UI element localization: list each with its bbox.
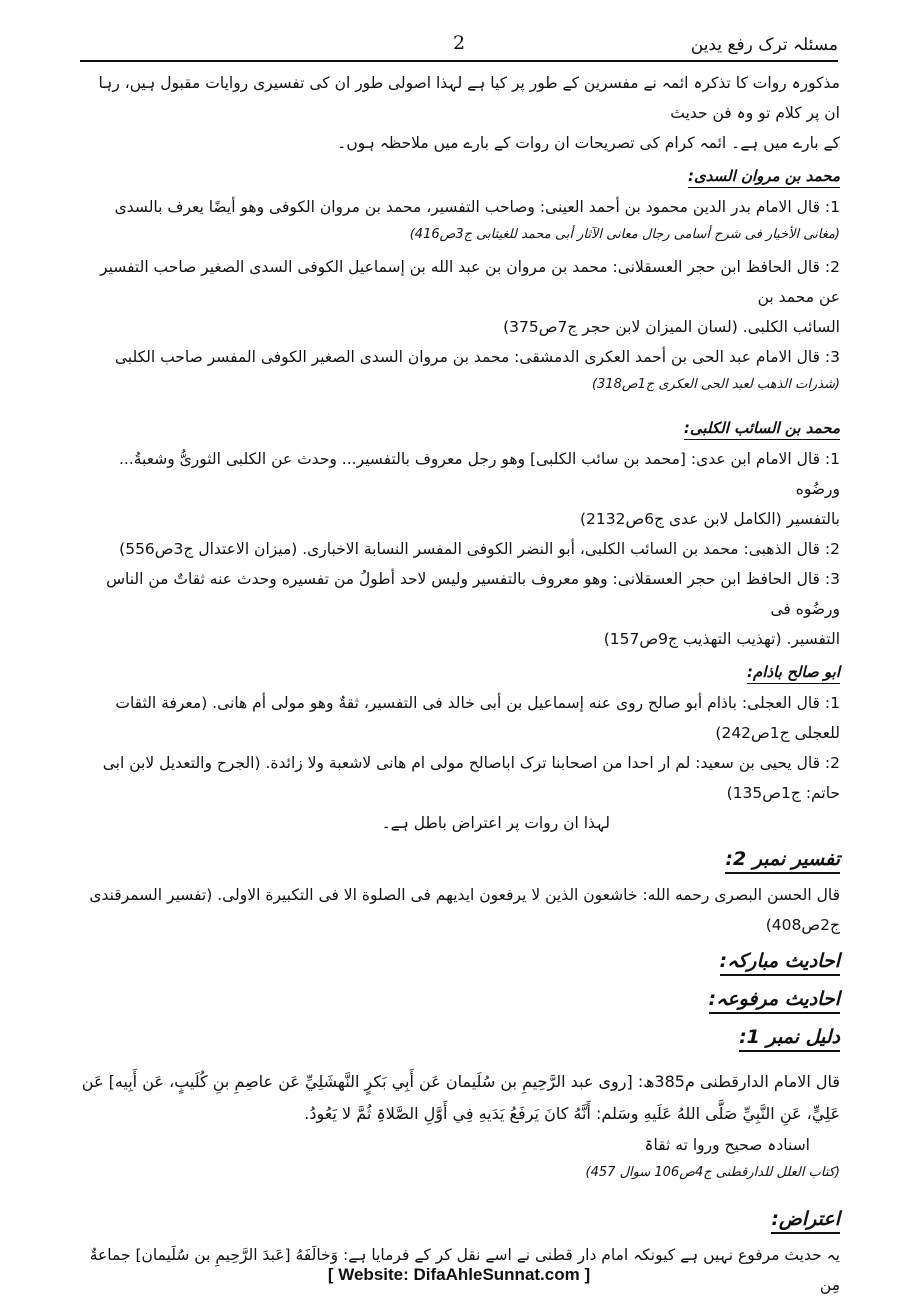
reference: (کتاب العلل للدارقطنی ج4ص106 سوال 457) <box>585 1165 840 1180</box>
quote-line: 1: قال العجلی: باذام أبو صالح روی عنه إسماعیل بن أبی خالد فی التفسیر، ثقةٌ وهو مولی أم هانی. (معرفة الثقات للعجلی ج1ص242) <box>115 694 840 742</box>
ahadith-heading: احادیث مبارکہ: <box>78 944 840 978</box>
quote-line: 2: قال یحیی بن سعید: لم ار احدا من اصحابنا ترک اباصالح مولی ام هانی لاشعبة ولا زائدة. (الجرح والتعدیل لابن ابی حاتم: ج1ص135) <box>102 754 840 802</box>
header-title: مسئلہ ترک رفع یدین <box>690 35 838 55</box>
conclusion-line: لہذا ان روات پر اعتراض باطل ہے۔ <box>381 814 610 832</box>
intro-line: مذکورہ روات کا تذکرہ ائمہ نے مفسرین کے طور پر کیا ہے لہذا اصولی طور ان کی تفسیری روایات مقبول ہیں، رہا ان پر کلام تو وہ فن حدیث <box>98 74 840 122</box>
marfua-heading: احادیث مرفوعہ: <box>78 982 840 1016</box>
hadith-line: عَلِيٍّ، عَنِ النَّبِيِّ صَلَّى اللهُ عَلَیهِ وسَلم: أَنَّهُ کانَ یَرفَعُ یَدَیهِ فِي أَوَّلِ الصَّلاۃِ ثُمَّ لا یَعُودُ. <box>304 1104 840 1123</box>
website-footer: [ Website: DifaAhleSunnat.com ] <box>327 1265 591 1284</box>
section-heading: محمد بن السائب الکلبی: <box>78 414 840 442</box>
quote-line: بالتفسیر (الکامل لابن عدی ج6ص2132) <box>579 510 840 528</box>
quote-line: التفسیر. (تهذیب التهذیب ج9ص157) <box>603 630 840 648</box>
section-heading: محمد بن مروان السدی: <box>78 162 840 190</box>
quote-line: 3: قال الامام عبد الحی بن أحمد العکری الدمشقی: محمد بن مروان السدی الصغیر الکوفی المفسر صاحب الکلبی <box>114 348 840 366</box>
reference: (شذرات الذهب لعبد الحی العکری ج1ص318) <box>591 377 840 392</box>
tafsir-line: قال الحسن البصری رحمه الله: خاشعون الذین لا یرفعون ایدیهم فی الصلوة الا فی التکبیرة الاولی. (تفسیر السمرقندی ج2ص408) <box>89 886 840 934</box>
document-body <box>78 68 840 1300</box>
tafsir-heading: تفسیر نمبر 2: <box>78 842 840 876</box>
itiraz-line: یہ حدیث مرفوع نہیں ہے کیونکہ امام دار قطنی نے اسے نقل کر کے فرمایا ہے: وَخالَفَهُ [عَبدَ الرَّحِیمِ بن سُلَیمان] جماعةٌ مِن <box>89 1246 840 1294</box>
itiraz-heading: اعتراض: <box>78 1202 840 1236</box>
intro-line: کے بارے میں ہے۔ ائمہ کرام کی تصریحات ان روات کے بارے میں ملاحظہ ہوں۔ <box>337 134 840 152</box>
page-header <box>80 30 838 62</box>
quote-line: 2: قال الحافظ ابن حجر العسقلانی: محمد بن مروان بن عبد الله بن إسماعیل الکوفی السدی الصغیر صاحب التفسیر عن محمد بن <box>100 258 840 306</box>
section-heading: ابو صالح باذام: <box>78 658 840 686</box>
quote-line: 1: قال الامام ابن عدی: [محمد بن سائب الکلبی] وهو رجل معروف بالتفسیر... وحدث عن الکلبی الثوریُّ وشعبةُ... ورضُوه <box>118 450 840 498</box>
quote-line: 1: قال الامام بدر الدین محمود بن أحمد العینی: وصاحب التفسیر، محمد بن مروان الکوفی وهو أیضًا یعرف بالسدی <box>114 198 840 216</box>
isnad-line: اسنادہ صحیح وروا ته ثقاۃ <box>644 1136 810 1154</box>
hadith-line: قال الامام الدارقطنی م385ھ: [روی عبد الرَّحِیمِ بن سُلَیمان عَن أَبِي بَکرٍ النَّهشَلِيِّ عَن عاصِمِ بنِ کُلَیبٍ، عَن أَبِیه] عَن <box>81 1072 840 1091</box>
quote-line: 3: قال الحافظ ابن حجر العسقلانی: وهو معروف بالتفسیر ولیس لاحد أطولُ من تفسیره وحدث عنه ثقاتٌ من الناس ورضُوه فی <box>106 570 840 618</box>
quote-line: 2: قال الذهبی: محمد بن السائب الکلبی، أبو النضر الکوفی المفسر النسابة الاخباری. (میزان الاعتدال ج3ص556) <box>119 540 840 558</box>
reference: (مغانی الأخیار فی شرح أسامی رجال معانی الآثار أبی محمد للغیتابی ج3ص416) <box>409 227 840 242</box>
page-number: 2 <box>452 32 466 54</box>
quote-line: السائب الکلبی. (لسان المیزان لابن حجر ج7ص375) <box>503 318 840 336</box>
dalil-heading: دلیل نمبر 1: <box>78 1020 840 1054</box>
header-rule <box>80 60 838 62</box>
